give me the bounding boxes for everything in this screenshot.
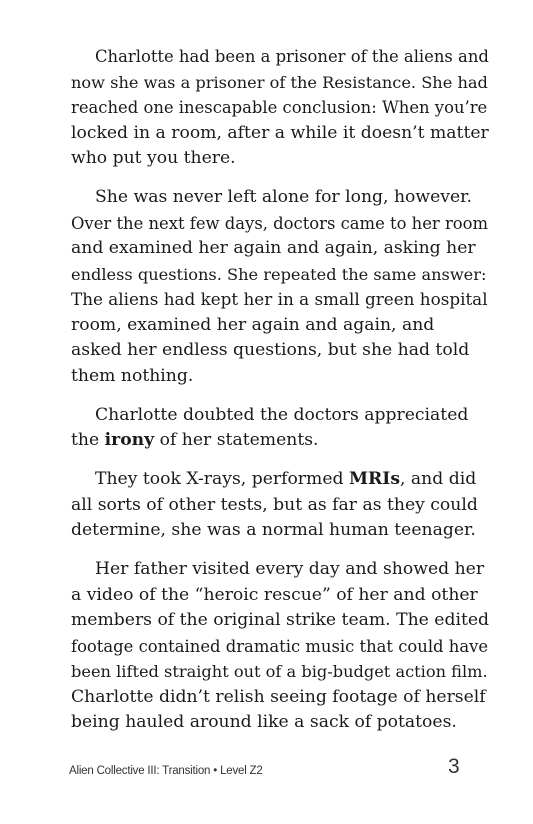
text-line: members of the original strike team. The edited bbox=[71, 610, 490, 630]
vocabulary-term-mris: MRIs bbox=[348, 469, 400, 489]
text-line: them nothing. bbox=[71, 365, 194, 386]
text-line: Over the next few days, doctors came to her room bbox=[71, 213, 489, 233]
paragraph-5 bbox=[71, 557, 491, 736]
text-line: locked in a room, after a while it doesn’t matter bbox=[71, 122, 489, 143]
paragraph-2 bbox=[71, 185, 491, 389]
text-fragment: , and did bbox=[400, 469, 477, 489]
text-line: and examined her again and again, asking her bbox=[71, 238, 476, 258]
text-line: been lifted straight out of a big-budget action film. bbox=[71, 662, 488, 681]
text-line: being hauled around like a sack of potatoes. bbox=[71, 712, 457, 732]
vocabulary-term-irony: irony bbox=[104, 430, 155, 450]
text-line: room, examined her again and again, and bbox=[71, 314, 435, 335]
text-line: Charlotte had been a prisoner of the aliens and bbox=[95, 47, 489, 66]
text-line: asked her endless questions, but she had told bbox=[71, 340, 470, 360]
paragraph-4 bbox=[71, 467, 491, 544]
text-line: who put you there. bbox=[71, 148, 236, 168]
text-line bbox=[71, 428, 491, 454]
text-fragment: of her statements. bbox=[154, 430, 319, 450]
text-line: The aliens had kept her in a small green hospital bbox=[71, 289, 488, 309]
text-line: now she was a prisoner of the Resistance. She had bbox=[71, 72, 488, 92]
text-line bbox=[71, 467, 491, 493]
text-line: Her father visited every day and showed her bbox=[95, 559, 485, 579]
text-line: She was never left alone for long, however. bbox=[95, 187, 472, 207]
text-line: a video of the “heroic rescue” of her and other bbox=[71, 584, 478, 605]
text-fragment: They took X-rays, performed bbox=[95, 469, 349, 489]
footer-book-title: Alien Collective III: Transition • Level Z2 bbox=[69, 765, 263, 777]
page-number: 3 bbox=[448, 755, 460, 778]
text-line: reached one inescapable conclusion: When you’re bbox=[71, 98, 488, 117]
paragraph-1 bbox=[71, 44, 491, 172]
text-line: Charlotte didn’t relish seeing footage of herself bbox=[71, 686, 486, 707]
story-text bbox=[71, 44, 491, 749]
text-line: endless questions. She repeated the same answer: bbox=[71, 264, 487, 284]
text-line: Charlotte doubted the doctors appreciated bbox=[95, 404, 469, 425]
text-line: determine, she was a normal human teenager. bbox=[71, 520, 476, 540]
text-line: all sorts of other tests, but as far as they could bbox=[71, 494, 478, 515]
paragraph-3 bbox=[71, 403, 491, 454]
text-line: footage contained dramatic music that could have bbox=[71, 636, 489, 656]
text-fragment: the bbox=[71, 430, 105, 450]
